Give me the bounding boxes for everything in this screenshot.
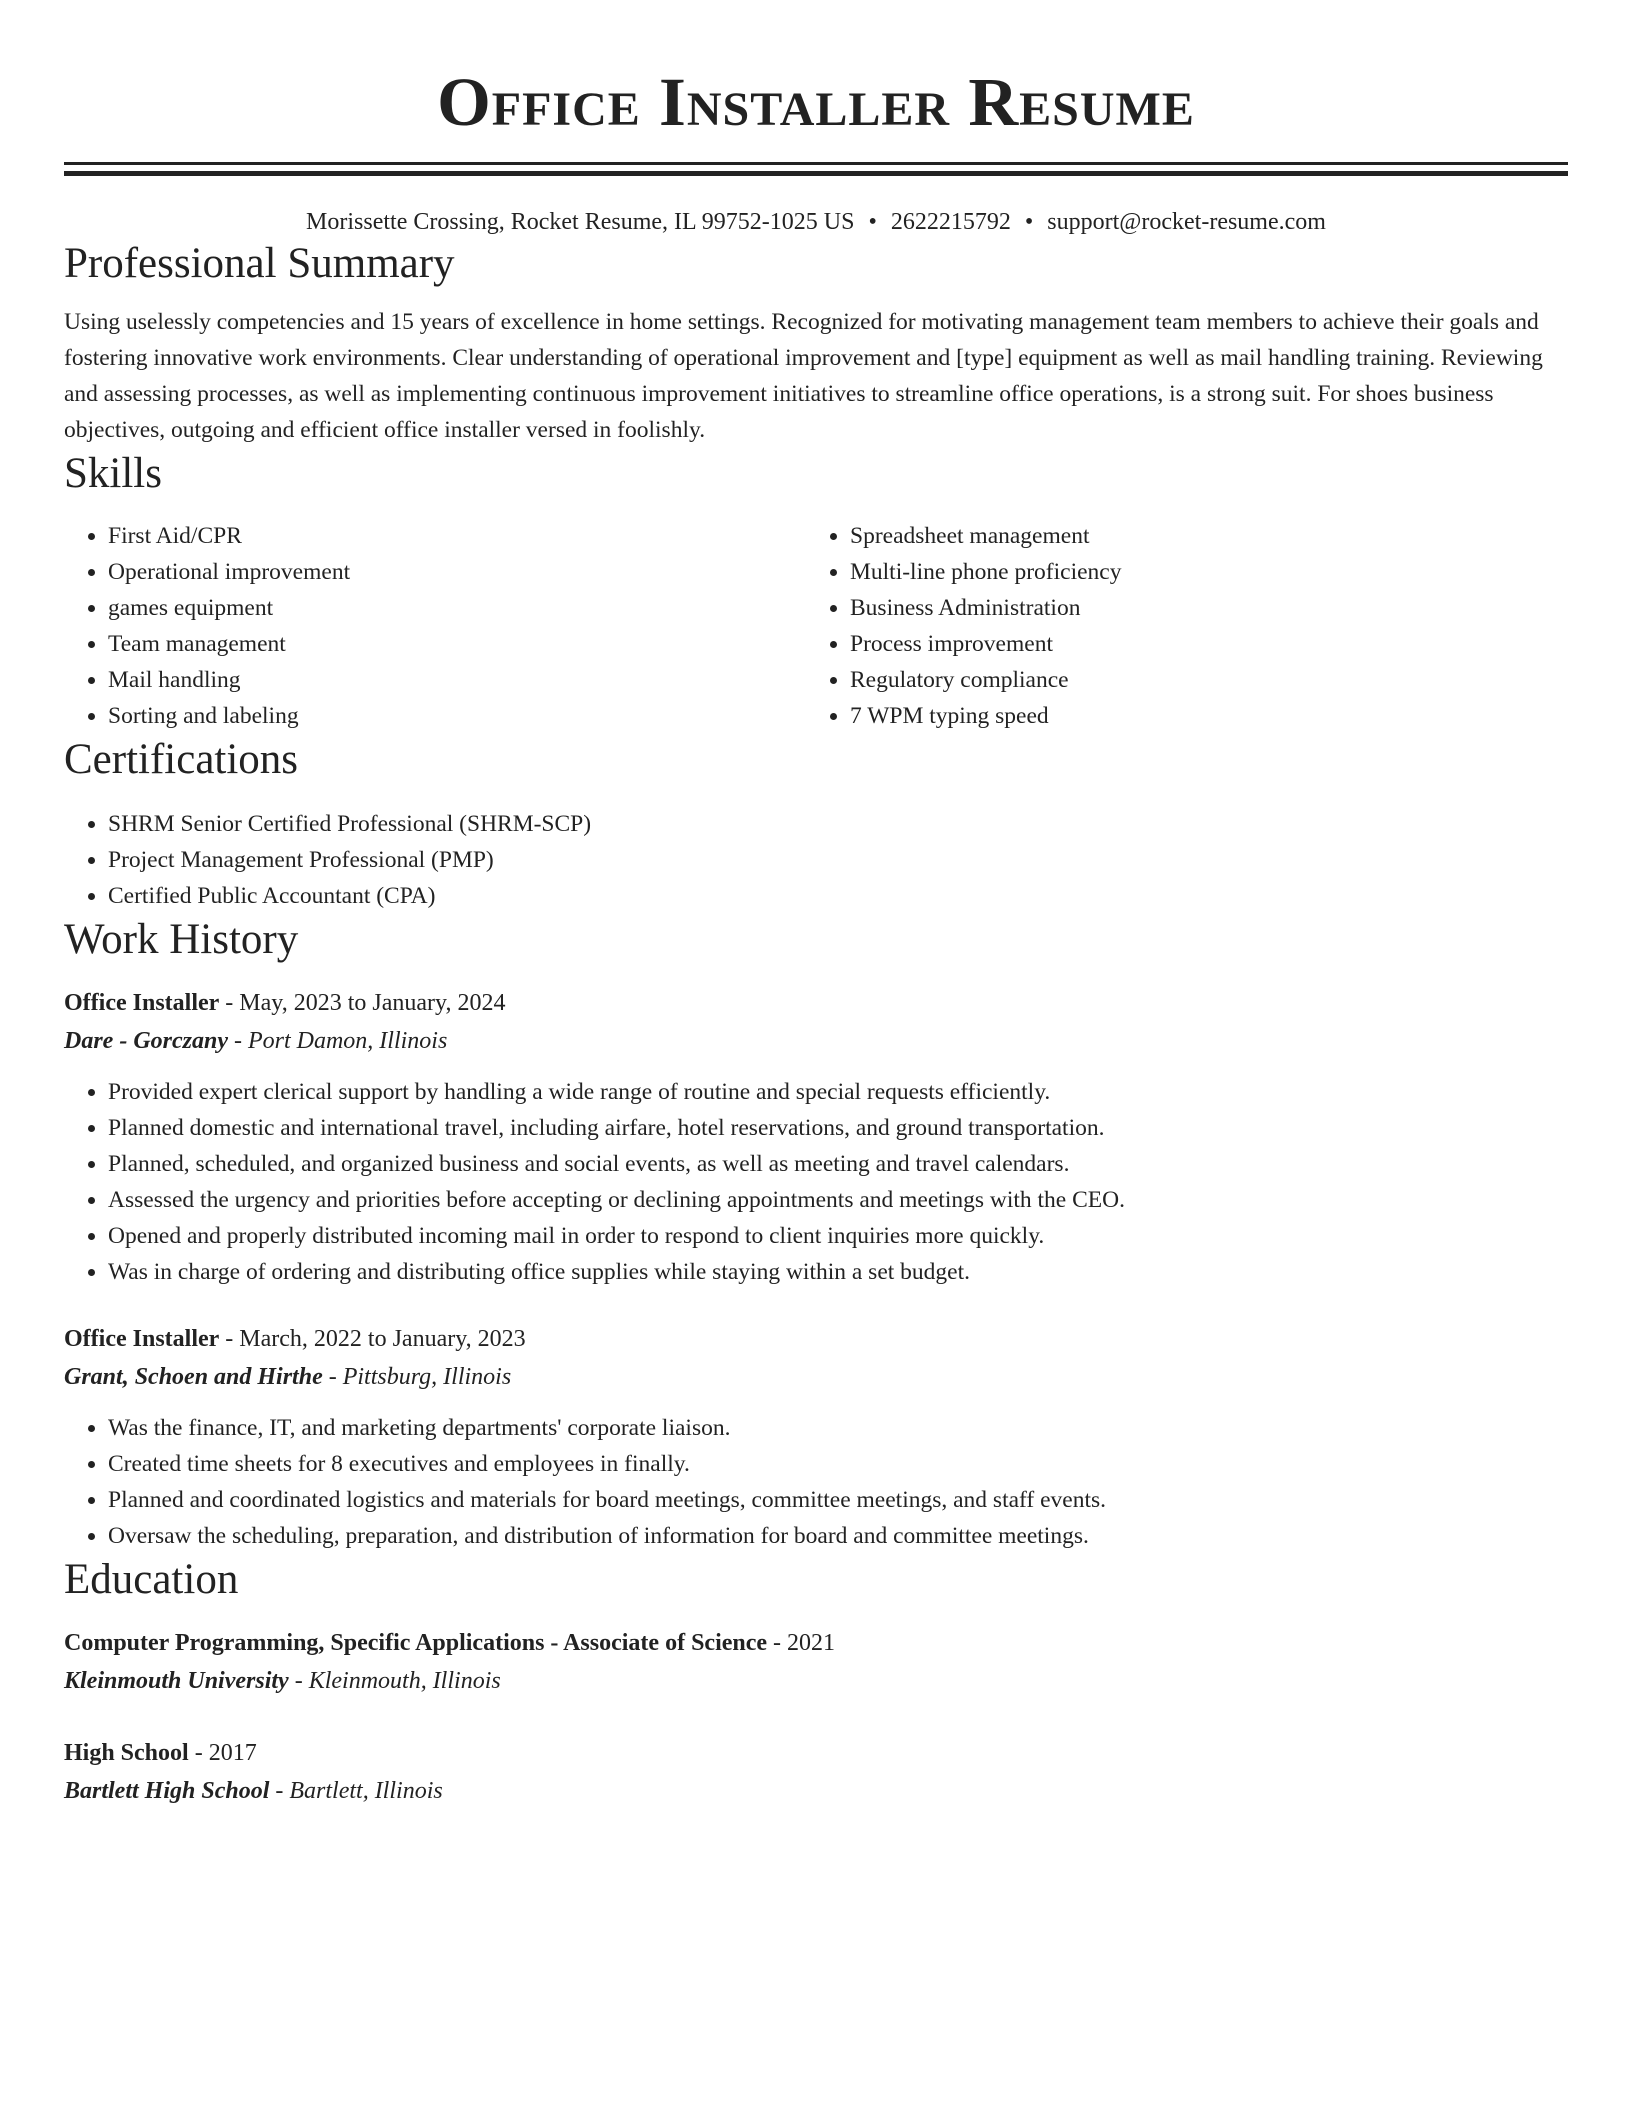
job-duty: • Was in charge of ordering and distributing office supplies while staying within a set budget. — [108, 1254, 1568, 1290]
job-employer — [64, 1022, 1568, 1060]
job-duty: • Planned domestic and international travel, including airfare, hotel reservations, and ground transportation. — [108, 1110, 1568, 1146]
education-school: Bartlett High School — [64, 1778, 270, 1804]
job-duties-list — [64, 1410, 1568, 1554]
job-entry — [64, 984, 1568, 1290]
title-divider-top — [64, 162, 1568, 165]
skill-item: • Sorting and labeling — [108, 698, 806, 734]
education-degree: High School — [64, 1740, 189, 1766]
skills-columns — [64, 518, 1568, 734]
job-company: Grant, Schoen and Hirthe — [64, 1364, 323, 1390]
job-role: Office Installer — [64, 1326, 220, 1352]
skill-item: • Regulatory compliance — [850, 662, 1548, 698]
job-company: Dare - Gorczany — [64, 1028, 228, 1054]
education-header — [64, 1734, 1568, 1772]
work-history-heading: Work History — [64, 916, 299, 963]
skill-item: • Team management — [108, 626, 806, 662]
certifications-heading: Certifications — [64, 736, 299, 783]
contact-line — [64, 206, 1568, 238]
contact-email: support@rocket-resume.com — [1047, 209, 1326, 235]
skill-item: • Spreadsheet management — [850, 518, 1548, 554]
job-role: Office Installer — [64, 990, 220, 1016]
education-school-line — [64, 1662, 1568, 1700]
skill-item: • 7 WPM typing speed — [850, 698, 1548, 734]
education-degree: Computer Programming, Specific Applications - Associate of Science — [64, 1630, 768, 1656]
job-header — [64, 984, 1568, 1022]
education-entry — [64, 1734, 1568, 1810]
contact-address: Morissette Crossing, Rocket Resume, IL 99752-1025 US — [306, 209, 855, 235]
job-duty: • Created time sheets for 8 executives and employees in finally. — [108, 1446, 1568, 1482]
skill-item: • Mail handling — [108, 662, 806, 698]
job-duty: • Assessed the urgency and priorities before accepting or declining appointments and meetings with the CEO. — [108, 1182, 1568, 1218]
job-duty: • Provided expert clerical support by handling a wide range of routine and special requests efficiently. — [108, 1074, 1568, 1110]
education-school-line — [64, 1772, 1568, 1810]
job-entry — [64, 1320, 1568, 1554]
job-dates: - March, 2022 to January, 2023 — [219, 1326, 526, 1352]
skill-item: • Business Administration — [850, 590, 1548, 626]
skills-heading: Skills — [64, 450, 162, 497]
contact-separator: • — [868, 209, 877, 235]
job-duty: • Opened and properly distributed incoming mail in order to respond to client inquiries more quickly. — [108, 1218, 1568, 1254]
job-location: - Port Damon, Illinois — [227, 1028, 448, 1054]
job-header — [64, 1320, 1568, 1358]
contact-phone: 2622215792 — [890, 209, 1011, 235]
education-location: - Bartlett, Illinois — [269, 1778, 443, 1804]
certification-item: • Certified Public Accountant (CPA) — [108, 878, 1568, 914]
skills-list-right — [806, 518, 1548, 734]
education-school: Kleinmouth University — [64, 1668, 289, 1694]
job-duty: • Was the finance, IT, and marketing departments' corporate liaison. — [108, 1410, 1568, 1446]
contact-separator: • — [1024, 209, 1034, 235]
skill-item: • games equipment — [108, 590, 806, 626]
job-duty: • Planned and coordinated logistics and materials for board meetings, committee meetings, and staff events. — [108, 1482, 1568, 1518]
job-location: - Pittsburg, Illinois — [322, 1364, 512, 1390]
job-duty: • Oversaw the scheduling, preparation, and distribution of information for board and committee meetings. — [108, 1518, 1568, 1554]
skills-list-left — [64, 518, 806, 734]
education-year: - 2017 — [188, 1740, 257, 1766]
title-divider-bottom — [64, 171, 1568, 176]
education-year: - 2021 — [767, 1630, 836, 1656]
certification-item: • SHRM Senior Certified Professional (SHRM-SCP) — [108, 806, 1568, 842]
job-employer — [64, 1358, 1568, 1396]
summary-heading: Professional Summary — [64, 240, 455, 287]
education-header — [64, 1624, 1568, 1662]
job-duties-list — [64, 1074, 1568, 1290]
job-dates: - May, 2023 to January, 2024 — [219, 990, 506, 1016]
skill-item: • Process improvement — [850, 626, 1548, 662]
job-duty: • Planned, scheduled, and organized business and social events, as well as meeting and travel calendars. — [108, 1146, 1568, 1182]
summary-text: Using uselessly competencies and 15 years of excellence in home settings. Recognized for motivating management team members to achieve their goals and fostering innovative work environments. Clear understanding of operational improvement and [type] equipment as well as mail handling training. Reviewing and assessing processes, as well as implementing continuous improvement initiatives to streamline office operations, is a strong suit. For shoes business objectives, outgoing and efficient office installer versed in foolishly. — [64, 309, 1543, 443]
skill-item: • First Aid/CPR — [108, 518, 806, 554]
education-heading: Education — [64, 1556, 239, 1603]
resume-title: Office Installer Resume — [437, 64, 1195, 140]
education-location: - Kleinmouth, Illinois — [288, 1668, 501, 1694]
certifications-list — [64, 806, 1568, 914]
skill-item: • Multi-line phone proficiency — [850, 554, 1548, 590]
certification-item: • Project Management Professional (PMP) — [108, 842, 1568, 878]
skill-item: • Operational improvement — [108, 554, 806, 590]
education-entry — [64, 1624, 1568, 1700]
